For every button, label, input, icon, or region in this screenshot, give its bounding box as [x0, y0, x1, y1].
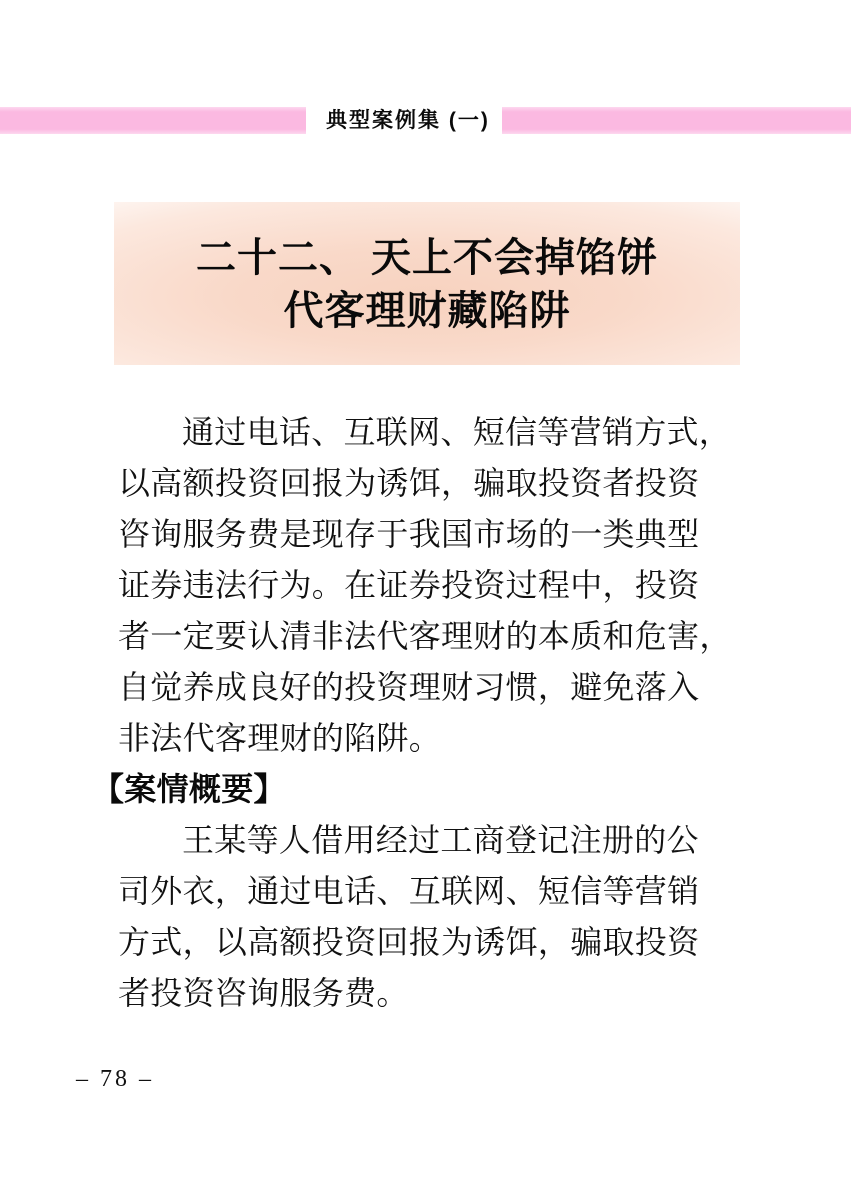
paragraph2-line: 王某等人借用经过工商登记注册的公	[182, 822, 699, 858]
header-bar-right	[502, 107, 851, 134]
chapter-title-block	[114, 202, 740, 365]
paragraph1-line: 非法代客理财的陷阱。	[118, 720, 442, 756]
page-number: – 78 –	[76, 1066, 154, 1092]
chapter-title-line-2: 代客理财藏陷阱	[283, 288, 571, 333]
paragraph1-line: 以高额投资回报为诱饵，骗取投资者投资	[118, 465, 700, 501]
running-header-title: 典型案例集 (一)	[326, 109, 490, 132]
paragraph2-line: 者投资咨询服务费。	[118, 975, 409, 1011]
header-bar-left	[0, 107, 306, 134]
running-header	[0, 107, 851, 134]
body-text	[92, 407, 732, 1019]
chapter-title-line-1: 二十二、 天上不会掉馅饼	[196, 235, 658, 280]
paragraph1-line: 咨询服务费是现存于我国市场的一类典型	[118, 516, 700, 552]
paragraph1-line: 者一定要认清非法代客理财的本质和危害，	[118, 618, 732, 654]
paragraph1-line: 自觉养成良好的投资理财习惯，避免落入	[118, 669, 700, 705]
paragraph1-line: 通过电话、互联网、短信等营销方式，	[182, 414, 732, 450]
paragraph2-line: 方式，以高额投资回报为诱饵，骗取投资	[118, 924, 700, 960]
paragraph2-line: 司外衣，通过电话、互联网、短信等营销	[118, 873, 700, 909]
paragraph1-line: 证券违法行为。在证券投资过程中，投资	[118, 567, 700, 603]
section-heading-case-summary: 【案情概要】	[92, 771, 286, 807]
